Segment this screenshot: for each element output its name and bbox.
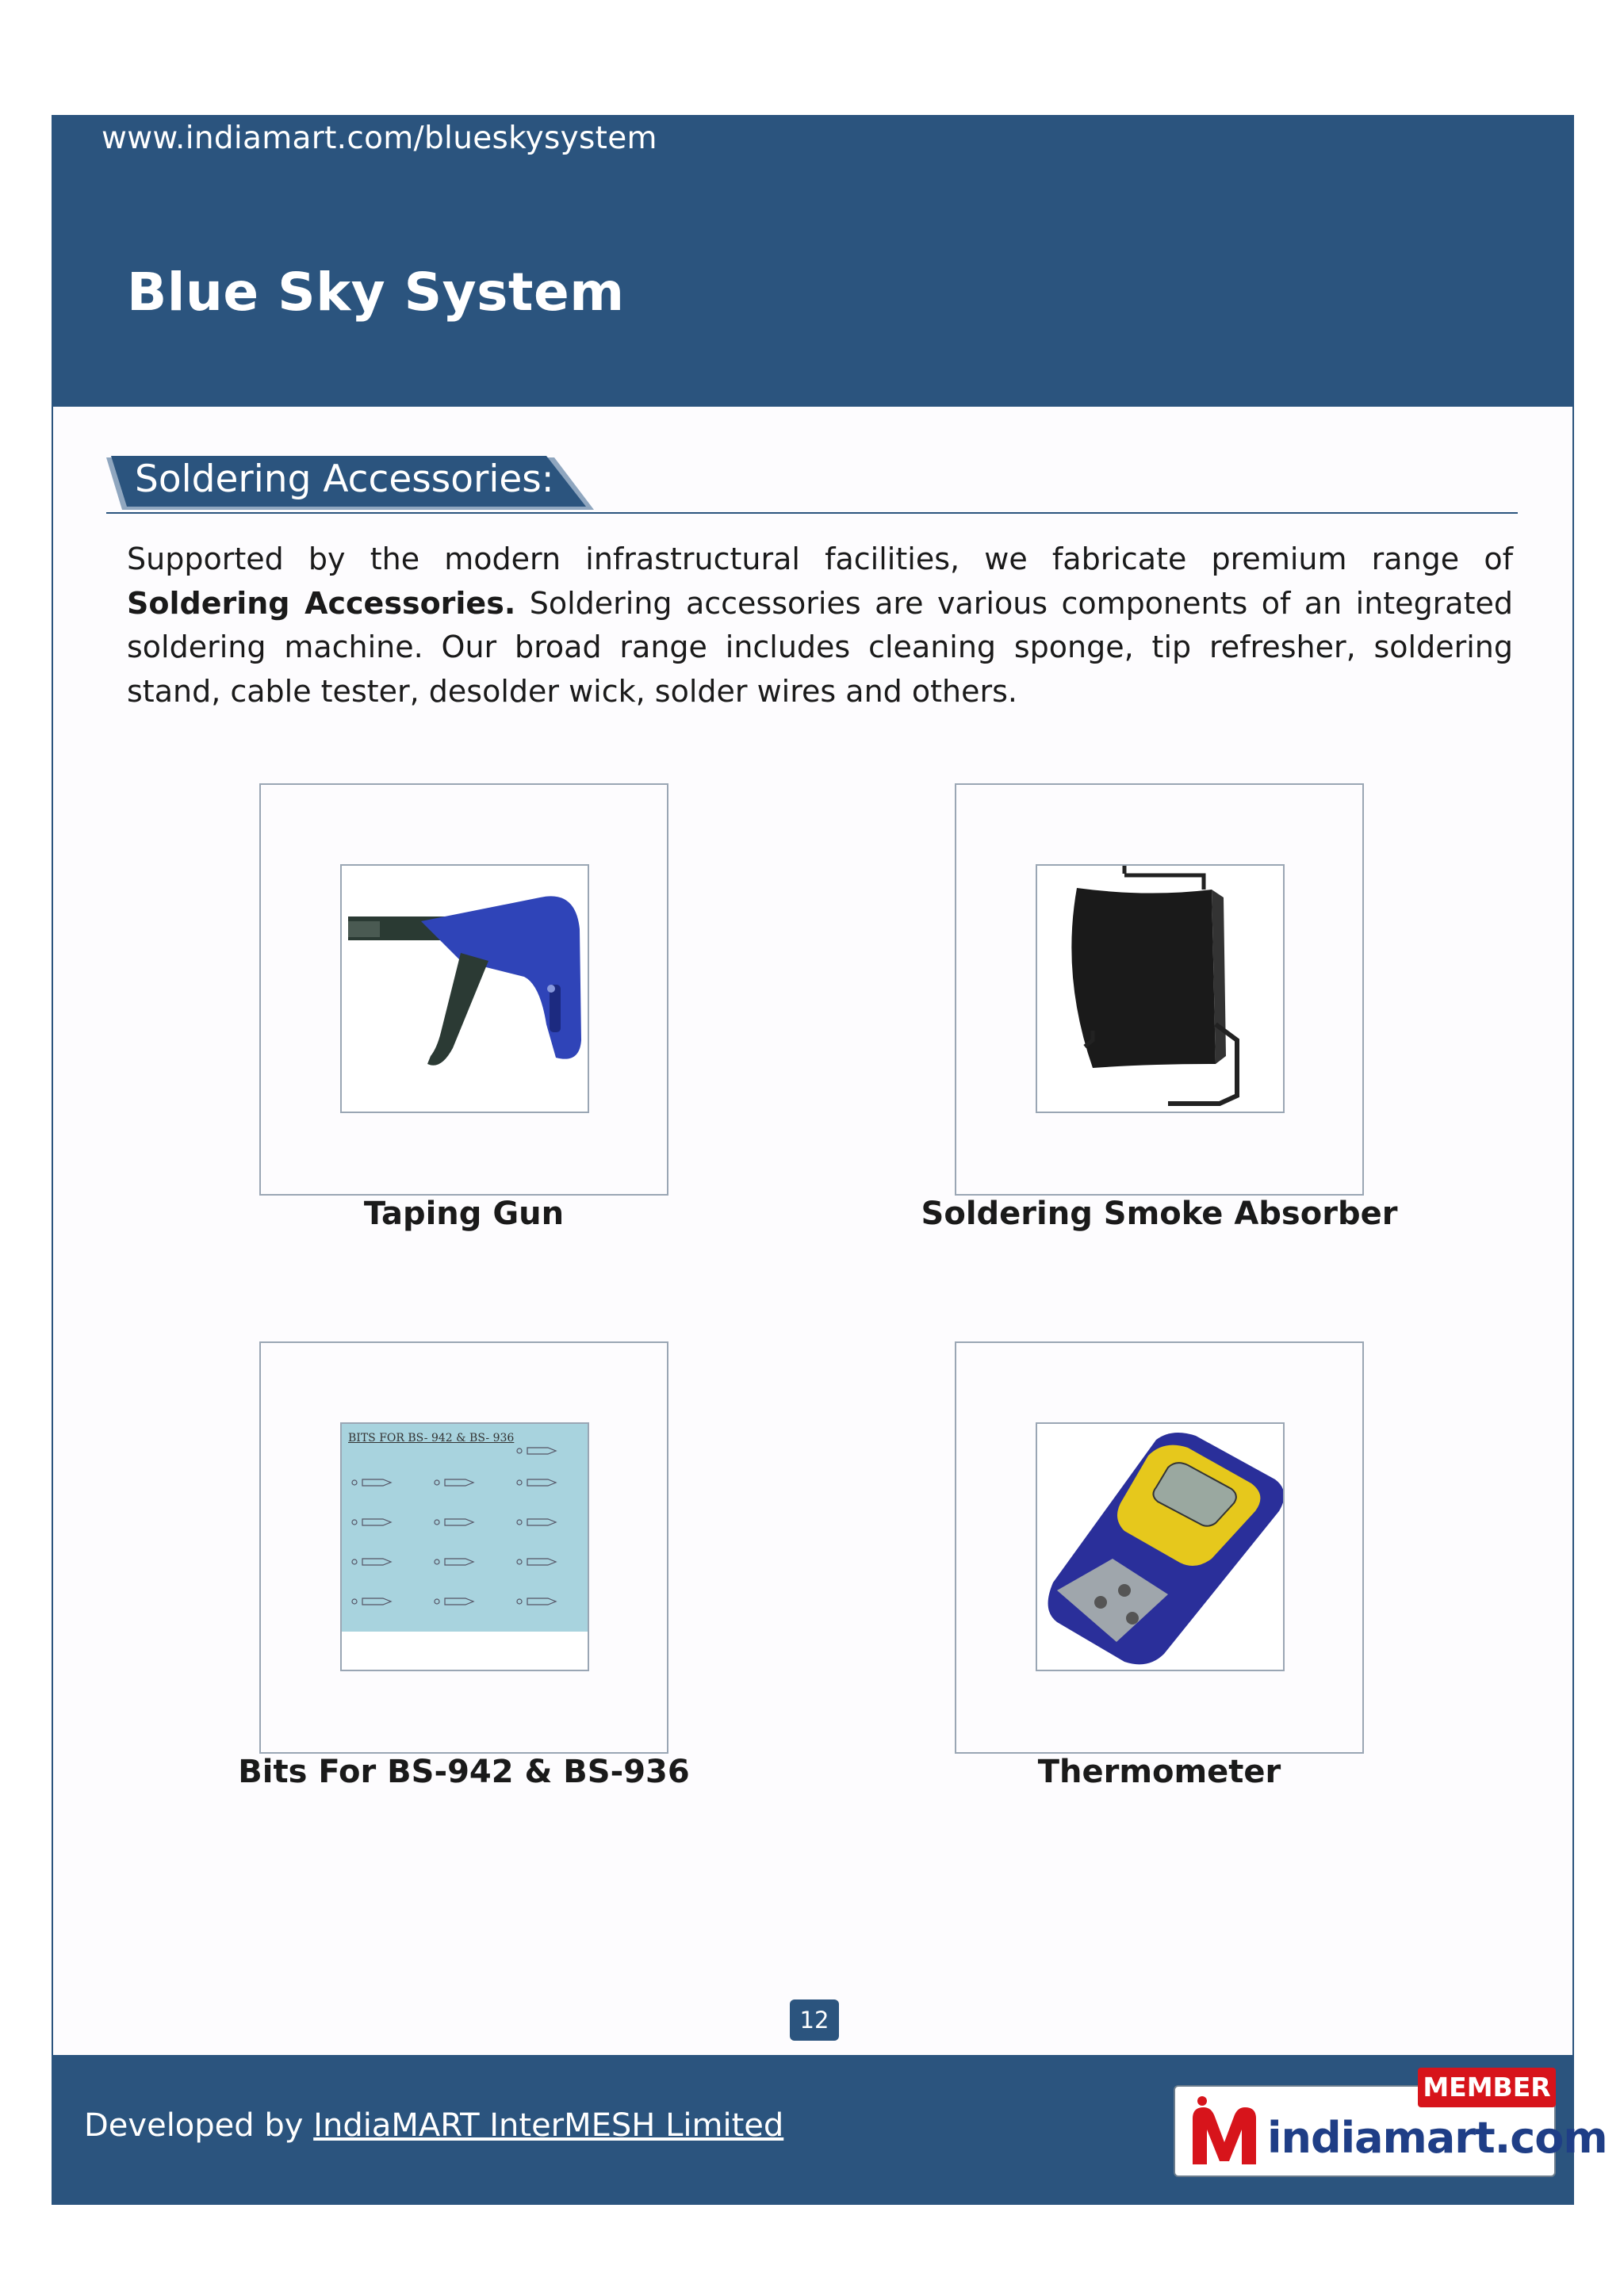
product-card-smoke-absorber[interactable]: [955, 783, 1364, 1196]
product-photo: [340, 1422, 589, 1671]
section-title: Soldering Accessories:: [135, 457, 554, 501]
product-caption: Thermometer: [1037, 1754, 1281, 1790]
header-banner: [52, 115, 1574, 407]
smoke-absorber-icon: [1037, 866, 1283, 1112]
product-photo: [1036, 1422, 1285, 1671]
product-photo: [340, 864, 589, 1113]
site-url[interactable]: www.indiamart.com/blueskysystem: [102, 121, 657, 156]
soldering-bits-chart: [342, 1424, 588, 1632]
product-caption: Taping Gun: [363, 1196, 565, 1232]
product-card-taping-gun[interactable]: [259, 783, 668, 1196]
developer-credit: [84, 2107, 783, 2144]
bits-chart-title: BITS FOR BS- 942 & BS- 936: [348, 1432, 515, 1445]
taping-gun-icon: [342, 866, 588, 1112]
page-number: 12: [790, 1999, 839, 2041]
indiamart-logo-icon: [1186, 2095, 1262, 2171]
developed-by-label: Developed by: [84, 2107, 314, 2144]
intro-paragraph: [127, 538, 1513, 714]
member-label: MEMBER: [1418, 2068, 1556, 2107]
intro-bold-text: Soldering Accessories.: [127, 585, 516, 621]
product-card-bits[interactable]: [259, 1341, 668, 1754]
product-caption: Soldering Smoke Absorber: [921, 1196, 1398, 1232]
section-divider: [106, 512, 1518, 514]
thermometer-icon: [1037, 1424, 1283, 1670]
product-caption: Bits For BS-942 & BS-936: [238, 1754, 690, 1790]
company-name: Blue Sky System: [127, 262, 625, 323]
product-card-thermometer[interactable]: [955, 1341, 1364, 1754]
intro-text-1: Supported by the modern infrastructural facilities, we fabricate premium range of: [127, 541, 1513, 576]
indiamart-brand-text: indiamart.com: [1267, 2113, 1607, 2163]
bits-diagram: [342, 1424, 588, 1632]
intro-text-2: Soldering accessories are various components of an integrated soldering machine. Our broad range includes cleaning sponge, tip refresher, soldering stand, cable tester, desolder wick, solder wires and others.: [127, 585, 1513, 709]
developer-link[interactable]: IndiaMART InterMESH Limited: [313, 2107, 784, 2144]
product-photo: [1036, 864, 1285, 1113]
